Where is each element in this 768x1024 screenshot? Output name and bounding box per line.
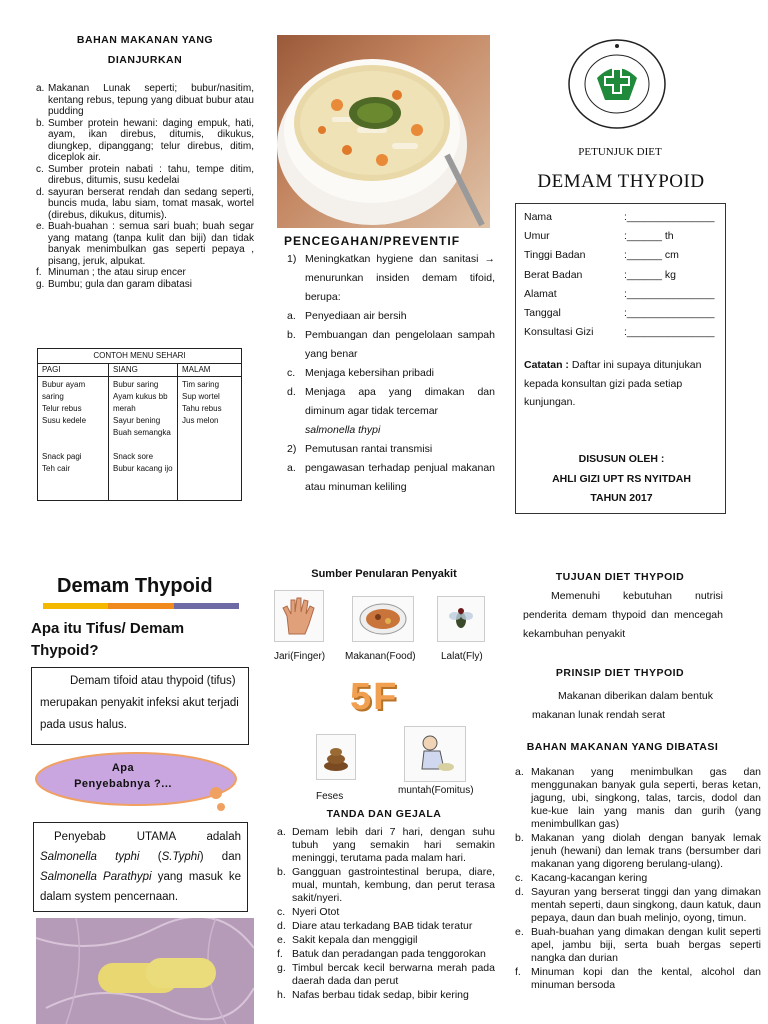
list-text-body: Sakit kepala dan menggigil (292, 934, 418, 946)
form-field[interactable]: :_______________ (624, 326, 715, 339)
diet-guide-subtitle: PETUNJUK DIET (578, 146, 662, 158)
list-item (36, 279, 254, 291)
form-label: Tinggi Badan (524, 249, 586, 262)
fly-icon (437, 596, 485, 642)
list-text (531, 966, 761, 992)
menu-cell: Sayur bening (113, 416, 161, 425)
limit-heading: BAHAN MAKANAN YANG DIBATASI (526, 741, 719, 753)
list-text-body: Meningkatkan hygiene dan sanitasi → menurunkan insiden demam tifoid, berupa: (305, 253, 495, 303)
list-item (287, 440, 495, 459)
cause-p4: yang masuk ke dalam system pencernaan. (40, 871, 242, 903)
list-item (277, 948, 495, 961)
list-text-body: Sumber protein hewani: daging empuk, hati, ayam, ikan direbus, ditumis, dikukus, diungkep, dipanggang; telur direbus, ditim, diceplok air. (48, 117, 254, 163)
list-text (305, 307, 495, 326)
list-item (515, 966, 761, 992)
list-item (287, 326, 495, 364)
list-text-body: Menjaga kebersihan pribadi (305, 367, 434, 379)
prevention-panel (277, 234, 495, 497)
menu-cell: Bubur ayam saring (42, 380, 86, 401)
source-label-feces: Feses (316, 791, 344, 802)
cause-answer-box (33, 822, 248, 912)
vomit-icon (404, 726, 466, 782)
menu-cell: Tahu rebus (182, 404, 222, 413)
bacteria-photo (36, 918, 254, 1024)
bar-purple (174, 603, 239, 609)
prevention-heading: PENCEGAHAN/PREVENTIF (284, 234, 461, 248)
list-marker: c. (287, 367, 296, 379)
list-item (515, 872, 761, 885)
list-text-body: Sayuran yang berserat tinggi dan yang dimakan mentah seperti, daun singkong, daun katuk, daun pepaya, daun dan buah melinjo, oyong, timun. (531, 886, 761, 924)
list-item (277, 934, 495, 947)
list-marker: f. (277, 948, 283, 960)
form-row (524, 227, 720, 246)
list-text (531, 886, 761, 925)
source-label-food: Makanan(Food) (345, 651, 416, 662)
list-item (277, 826, 495, 865)
list-item (287, 459, 495, 497)
list-text-body: Pembuangan dan pengelolaan sampah yang benar (305, 329, 495, 360)
author-block (516, 450, 727, 509)
menu-header-siang: SIANG (109, 364, 178, 377)
menu-col-siang (109, 377, 178, 501)
hand-icon (274, 590, 324, 642)
source-food (345, 596, 419, 662)
list-text-body: sayuran berserat rendah dan sedang seperti, buncis muda, labu siam, tomat masak, wortel (direbus, dikukus, ditumis). (48, 186, 254, 221)
list-marker: f. (515, 966, 521, 978)
soup-photo (277, 35, 490, 228)
author-line3: TAHUN 2017 (590, 492, 653, 504)
list-text (305, 440, 495, 459)
form-row (524, 246, 720, 265)
form-field[interactable]: :_______________ (624, 287, 715, 300)
five-f-label: 5F (350, 676, 399, 718)
list-text (305, 250, 495, 307)
list-item (36, 118, 254, 164)
signs-heading: TANDA DAN GEJALA (326, 808, 442, 820)
list-marker: e. (277, 934, 286, 946)
list-item (36, 83, 254, 118)
list-text-body: Nafas berbau tidak sedap, bibir kering (292, 989, 469, 1001)
list-text (531, 832, 761, 871)
list-item (277, 920, 495, 933)
cause-i1: Salmonella typhi (40, 851, 140, 863)
bar-orange (108, 603, 173, 609)
menu-cell: Sup wortel (182, 392, 220, 401)
list-marker: h. (277, 989, 286, 1001)
cause-i2: S.Typhi (161, 851, 200, 863)
list-text (48, 267, 254, 279)
list-marker: c. (515, 872, 524, 884)
source-finger (274, 590, 324, 662)
list-text (48, 221, 254, 267)
list-text-body: Diare atau terkadang BAB tidak teratur (292, 920, 473, 932)
list-marker: b. (277, 866, 286, 878)
source-feces (316, 734, 356, 802)
cause-p1: Penyebab UTAMA adalah (54, 831, 241, 843)
principle-text: Makanan diberikan dalam bentuk makanan lunak rendah serat (532, 690, 713, 721)
food-icon (352, 596, 414, 642)
list-text (305, 326, 495, 364)
list-item (515, 832, 761, 871)
list-text-body: Kacang-kacangan kering (531, 872, 648, 884)
list-item (36, 267, 254, 279)
source-label-finger: Jari(Finger) (274, 651, 326, 662)
feces-icon (316, 734, 356, 780)
form-label: Konsultasi Gizi (524, 326, 594, 339)
list-text (292, 826, 495, 865)
source-label-fly: Lalat(Fly) (441, 651, 483, 662)
definition-text: Demam tifoid atau thypoid (tifus) merupakan penyakit infeksi akut terjadi pada usus halus. (40, 675, 239, 731)
list-text-body: Buah-buahan yang dimakan dengan kulit seperti apel, jambu biji, serta buah bergas seperti nangka dan durian (531, 926, 761, 964)
list-item (36, 187, 254, 222)
menu-cell: Snack sore (113, 452, 154, 461)
form-row (524, 285, 720, 304)
form-label: Tanggal (524, 307, 561, 320)
list-item (277, 962, 495, 988)
form-field[interactable]: :______ kg (624, 268, 676, 281)
form-label: Nama (524, 211, 553, 223)
patient-form (524, 208, 720, 342)
list-text (292, 920, 495, 933)
menu-cell: Bubur saring (113, 380, 159, 389)
list-marker: f. (36, 267, 42, 278)
goal-heading: TUJUAN DIET THYPOID (555, 571, 685, 583)
limit-list (515, 766, 761, 993)
list-marker: b. (515, 832, 524, 844)
menu-cell (113, 439, 173, 451)
list-marker: b. (36, 117, 45, 129)
list-marker: g. (277, 962, 286, 974)
cause-answer-text (40, 827, 241, 907)
author-line2: AHLI GIZI UPT RS NYITDAH (552, 472, 691, 485)
patient-form-box (515, 203, 726, 514)
form-label: Alamat (524, 287, 557, 300)
list-text (531, 926, 761, 965)
menu-col-malam (178, 377, 242, 501)
recommended-title-line2: DIANJURKAN (107, 54, 183, 66)
what-is-question: Apa itu Tifus/ Demam Thypoid? (31, 620, 185, 659)
menu-col-pagi (38, 377, 109, 501)
list-text-body: Timbul bercak kecil berwarna merah pada daerah dada dan perut (292, 962, 495, 987)
list-text-body: Minuman kopi dan the kental, alcohol dan minuman bersoda (531, 966, 761, 991)
list-item (277, 906, 495, 919)
source-vomit (398, 726, 482, 796)
form-row (524, 266, 720, 285)
menu-cell: Telur rebus (42, 404, 82, 413)
list-text-body: Bumbu; gula dan garam dibatasi (48, 278, 192, 290)
list-text (48, 279, 254, 291)
list-text-body: Gangguan gastrointestinal berupa, diare, mual, muntah, kembung, dan perut terasa sakit/nyeri. (292, 866, 495, 904)
list-marker: a. (287, 462, 296, 474)
form-field[interactable]: :______ cm (624, 249, 679, 262)
list-text (292, 866, 495, 905)
main-title: Demam Thypoid (57, 575, 213, 597)
list-marker: e. (36, 221, 45, 232)
list-text (292, 906, 495, 919)
list-item (515, 886, 761, 925)
menu-cell (42, 427, 104, 439)
list-text (48, 83, 254, 118)
list-item (287, 307, 495, 326)
list-text (48, 164, 254, 187)
list-text-body: Buah-buahan : semua sari buah; buah segar yang matang (tanpa kulit dan biji) dan tidak banyak menimbulkan gas seperti pepaya , pisang, jeruk, alpukat. (48, 221, 254, 267)
list-text (292, 948, 495, 961)
list-item (277, 989, 495, 1002)
cause-p2: ( (139, 851, 162, 863)
list-text-body: Minuman ; the atau sirup encer (48, 267, 186, 278)
list-text-italic: salmonella thypi (305, 424, 381, 436)
list-marker: 1) (287, 253, 297, 265)
form-row (524, 208, 720, 227)
list-marker: g. (36, 278, 45, 290)
list-marker: d. (515, 886, 524, 898)
cause-callout (33, 750, 243, 816)
list-text-body: Nyeri Otot (292, 906, 340, 918)
list-marker: c. (36, 163, 44, 175)
list-text-body: Makanan Lunak seperti; bubur/nasitim, kentang rebus, tepung yang dibuat bubur atau pudding (48, 83, 254, 117)
list-text-body: Sumber protein nabati : tahu, tempe ditim, direbus, ditumis, susu kedelai (48, 163, 254, 186)
form-note (524, 356, 720, 412)
menu-cell: Snack pagi (42, 452, 82, 461)
list-text-body: Pemutusan rantai transmisi (305, 443, 433, 455)
source-fly (437, 596, 497, 662)
list-text-body: Makanan yang menimbulkan gas dan menggunakan banyak gula seperti, beras ketan, jagung, ubi, singkong, talas, tarcis, dodol dan kue-kue lain yang manis dan gurih (yang menimbullkan gas) (531, 766, 761, 830)
form-field[interactable]: :_______________ (624, 307, 715, 320)
menu-cell: Jus melon (182, 416, 219, 425)
list-item (287, 364, 495, 383)
list-item (36, 221, 254, 267)
menu-cell: Tim saring (182, 380, 220, 389)
recommended-foods-panel (36, 34, 254, 290)
bar-yellow (43, 603, 108, 609)
signs-list (277, 826, 495, 1003)
menu-table-caption: CONTOH MENU SEHARI (38, 349, 242, 364)
principle-heading: PRINSIP DIET THYPOID (555, 667, 685, 679)
sample-menu-table (37, 348, 242, 501)
cause-question-line2: Penyebabnya ?... (74, 778, 172, 790)
form-row (524, 304, 720, 323)
diet-guide-title: DEMAM THYPOID (537, 171, 705, 192)
form-field[interactable]: :_______________ (624, 211, 715, 223)
cause-p3: ) dan (199, 851, 241, 863)
list-marker: d. (36, 186, 45, 198)
list-marker: a. (36, 83, 45, 94)
form-row (524, 323, 720, 342)
list-text (292, 962, 495, 988)
recommended-foods-list (36, 83, 254, 290)
form-label: Berat Badan (524, 268, 583, 281)
list-text (292, 989, 495, 1002)
menu-cell: Bubur kacang ijo (113, 464, 173, 473)
definition-box (31, 667, 249, 745)
list-text-body: Batuk dan peradangan pada tenggorokan (292, 948, 486, 960)
list-item (36, 164, 254, 187)
prevention-list (287, 250, 495, 497)
form-field[interactable]: :______ th (624, 230, 674, 243)
list-text (48, 118, 254, 164)
list-text (48, 187, 254, 222)
list-text-body: Demam lebih dari 7 hari, dengan suhu tubuh yang semakin hari semakin meninggi, terutama pada malam hari. (292, 826, 495, 864)
list-text (292, 934, 495, 947)
list-text-body: Penyediaan air bersih (305, 310, 407, 322)
menu-cell: Ayam kukus bb merah (113, 392, 168, 413)
list-marker: a. (277, 826, 286, 838)
recommended-title-line1: BAHAN MAKANAN YANG (76, 34, 214, 46)
menu-header-pagi: PAGI (38, 364, 109, 377)
source-label-vomit: muntah(Fomitus) (398, 785, 474, 796)
list-text-body: Menjaga apa yang dimakan dan diminum agar tidak tercemar (305, 386, 495, 417)
list-text-body: Makanan yang diolah dengan banyak lemak jenuh (hewani) dan lemak trans (bersumber dari makanan yang digoreng berulang-ulang). (531, 832, 761, 870)
note-label: Catatan : (524, 359, 569, 371)
list-text (305, 364, 495, 383)
form-label: Umur (524, 230, 550, 243)
cause-i3: Salmonella Parathypi (40, 871, 152, 883)
list-item (515, 926, 761, 965)
list-marker: d. (287, 386, 296, 398)
cause-question-line1: Apa (111, 762, 135, 774)
list-marker: e. (515, 926, 524, 938)
list-item (515, 766, 761, 831)
menu-header-malam: MALAM (178, 364, 242, 377)
menu-cell: Buah semangka (113, 428, 171, 437)
list-marker: a. (515, 766, 524, 778)
list-text (305, 383, 495, 440)
title-color-bar (43, 603, 239, 609)
list-text (531, 872, 761, 885)
list-marker: b. (287, 329, 296, 341)
list-marker: 2) (287, 443, 297, 455)
list-item (277, 866, 495, 905)
list-marker: a. (287, 310, 296, 322)
list-text-body: pengawasan terhadap penjual makanan atau minuman keliling (305, 462, 495, 493)
list-marker: c. (277, 906, 286, 918)
note-text: Daftar ini supaya ditunjukan kepada konsultan gizi pada setiap kunjungan. (524, 359, 702, 408)
list-item (287, 383, 495, 440)
menu-cell (42, 439, 104, 451)
list-marker: d. (277, 920, 286, 932)
list-item (287, 250, 495, 307)
hospital-logo (567, 38, 667, 130)
author-line1: DISUSUN OLEH : (578, 453, 665, 465)
sources-heading: Sumber Penularan Penyakit (311, 568, 457, 580)
goal-text: Memenuhi kebutuhan nutrisi penderita demam thypoid dan mencegah kekambuhan penyakit (523, 590, 723, 640)
menu-cell: Susu kedele (42, 416, 87, 425)
list-text (531, 766, 761, 831)
list-text (305, 459, 495, 497)
menu-cell: Teh cair (42, 464, 71, 473)
